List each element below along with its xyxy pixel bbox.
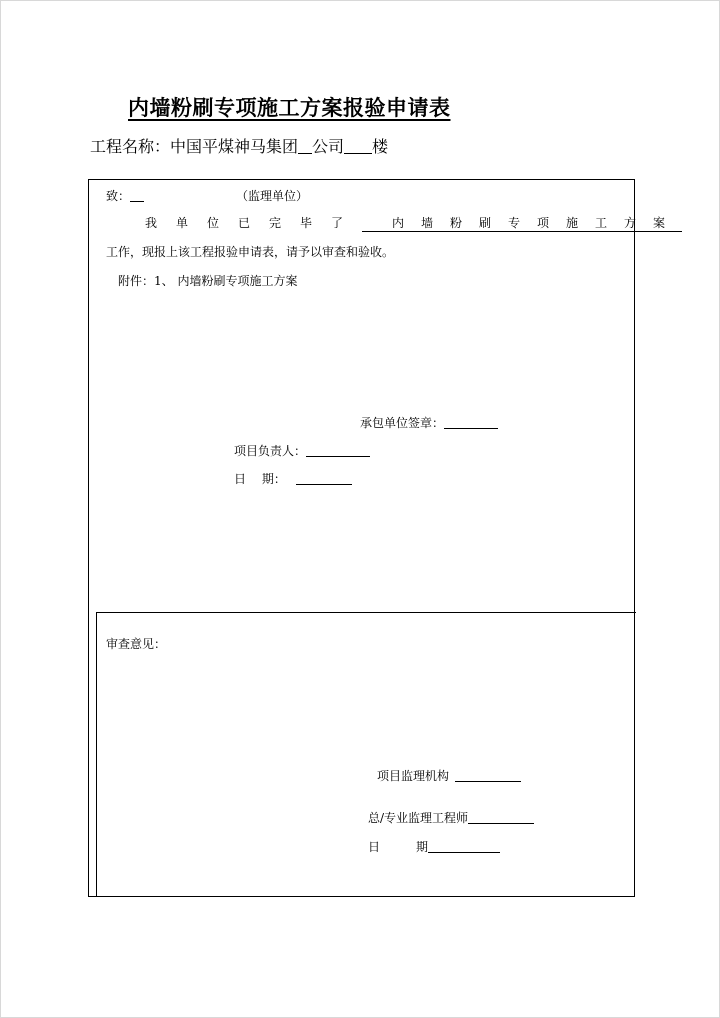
blank-line[interactable] bbox=[344, 137, 372, 154]
sentence-rest: 工作，现报上该工程报验申请表，请予以审查和验收。 bbox=[106, 245, 395, 259]
review-box bbox=[96, 612, 636, 896]
project-manager-label: 项目负责人： bbox=[234, 444, 307, 458]
sentence-prefix: 我单位已完毕了 bbox=[145, 216, 363, 230]
to-label: 致： bbox=[106, 189, 131, 203]
project-building: 楼 bbox=[372, 137, 389, 156]
review-date-blank[interactable] bbox=[428, 840, 500, 853]
project-name-line bbox=[90, 134, 388, 157]
form-title: 内墙粉刷专项施工方案报验申请表 bbox=[128, 95, 451, 120]
project-manager-line bbox=[234, 442, 370, 459]
contractor-sign-line bbox=[360, 414, 498, 431]
contractor-sign-label: 承包单位签章： bbox=[360, 416, 445, 430]
application-date-line bbox=[234, 470, 352, 487]
project-name-label: 工程名称：中国平煤神马集团 bbox=[90, 137, 299, 156]
sentence-subject: 内墙粉刷专项施工方案 bbox=[362, 216, 682, 232]
supervision-org-blank[interactable] bbox=[455, 769, 521, 782]
to-blank[interactable] bbox=[130, 189, 144, 202]
application-date-label: 日 期： bbox=[234, 472, 286, 486]
engineer-label: 总/专业监理工程师 bbox=[368, 811, 469, 825]
contractor-sign-blank[interactable] bbox=[444, 416, 498, 429]
supervision-unit-label: （监理单位） bbox=[236, 189, 309, 203]
engineer-blank[interactable] bbox=[468, 811, 534, 824]
to-line bbox=[106, 187, 144, 204]
project-company: 公司 bbox=[312, 137, 345, 156]
completion-sentence bbox=[145, 214, 682, 231]
review-date-label: 日 期 bbox=[368, 840, 429, 854]
engineer-line bbox=[368, 809, 534, 826]
project-manager-blank[interactable] bbox=[306, 444, 370, 457]
review-date-line bbox=[368, 838, 500, 855]
review-opinion-label: 审查意见： bbox=[106, 637, 167, 651]
blank-line[interactable] bbox=[298, 137, 312, 154]
supervision-org-label: 项目监理机构 bbox=[377, 769, 450, 783]
application-date-blank[interactable] bbox=[296, 472, 352, 485]
supervision-org-line bbox=[377, 767, 521, 784]
attachment-line: 附件：1、 内墙粉刷专项施工方案 bbox=[118, 274, 298, 288]
